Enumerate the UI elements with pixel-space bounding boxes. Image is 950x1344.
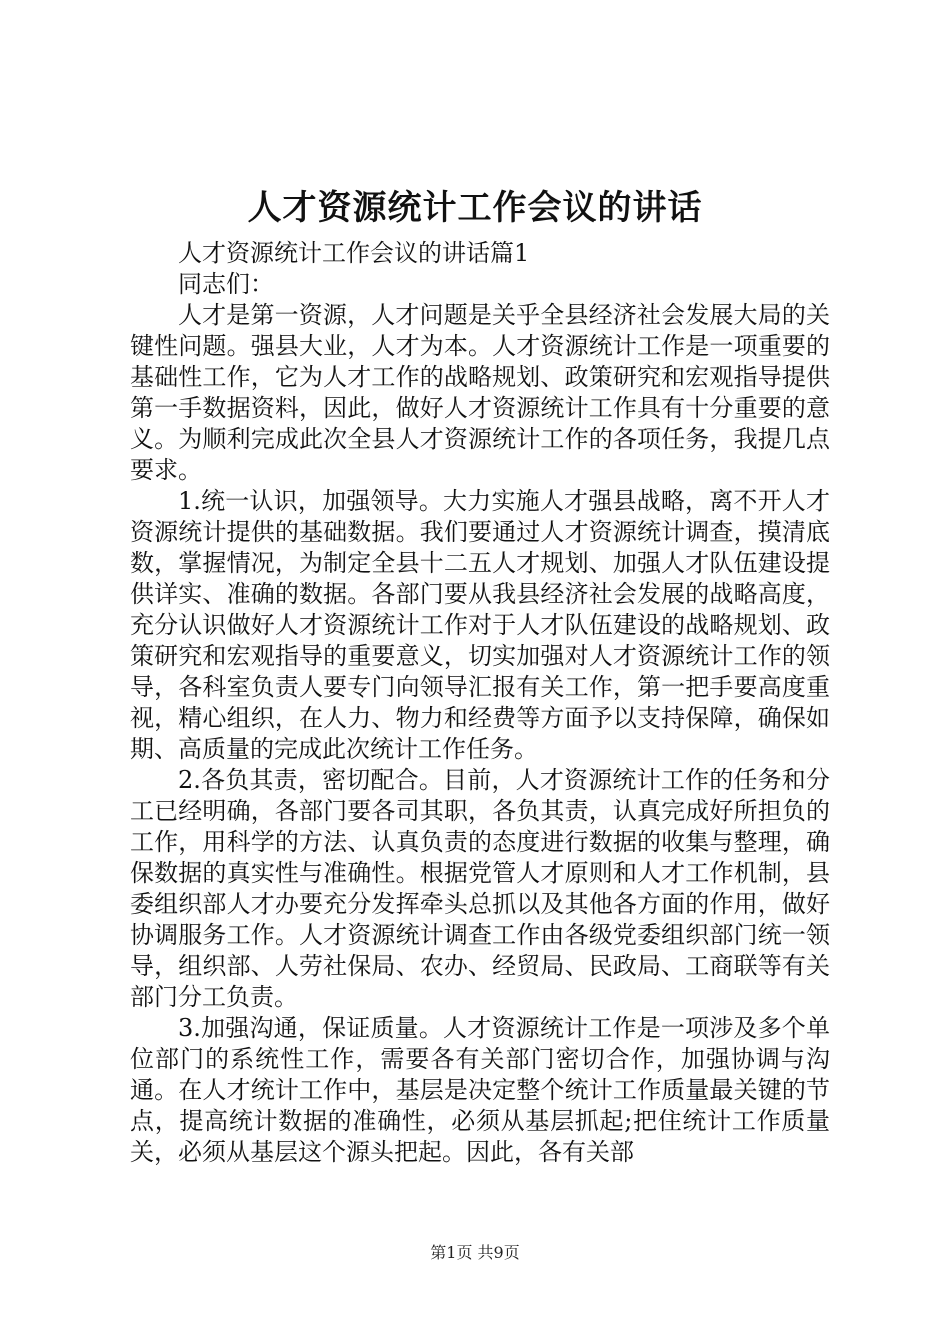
paragraph-heading: 人才资源统计工作会议的讲话篇1 <box>178 239 530 267</box>
document-body <box>130 238 830 1168</box>
paragraph-point-1: 1.统一认识，加强领导。大力实施人才强县战略，离不开人才资源统计提供的基础数据。我们要通过人才资源统计调查，摸清底数，掌握情况，为制定全县十二五人才规划、加强人才队伍建设提供详实、准确的数据。各部门要从我县经济社会发展的战略高度，充分认识做好人才资源统计工作对于人才队伍建设的战略规划、政策研究和宏观指导的重要意义，切实加强对人才资源统计工作的领导，各科室负责人要专门向领导汇报有关工作，第一把手要高度重视，精心组织，在人力、物力和经费等方面予以支持保障，确保如期、高质量的完成此次统计工作任务。 <box>130 487 830 763</box>
paragraph-point-2: 2.各负其责，密切配合。目前，人才资源统计工作的任务和分工已经明确，各部门要各司其职，各负其责，认真完成好所担负的工作，用科学的方法、认真负责的态度进行数据的收集与整理，确保数据的真实性与准确性。根据党管人才原则和人才工作机制，县委组织部人才办要充分发挥牵头总抓以及其他各方面的作用，做好协调服务工作。人才资源统计调查工作由各级党委组织部门统一领导，组织部、人劳社保局、农办、经贸局、民政局、工商联等有关部门分工负责。 <box>130 766 830 1011</box>
paragraph-salutation: 同志们： <box>178 270 274 298</box>
document-title: 人才资源统计工作会议的讲话 <box>247 188 703 228</box>
page-number-footer: 第1页 共9页 <box>430 1243 520 1262</box>
paragraph-intro: 人才是第一资源，人才问题是关乎全县经济社会发展大局的关键性问题。强县大业，人才为本。人才资源统计工作是一项重要的基础性工作，它为人才工作的战略规划、政策研究和宏观指导提供第一手数据资料，因此，做好人才资源统计工作具有十分重要的意义。为顺利完成此次全县人才资源统计工作的各项任务，我提几点要求。 <box>130 301 830 484</box>
paragraph-point-3: 3.加强沟通，保证质量。人才资源统计工作是一项涉及多个单位部门的系统性工作，需要各有关部门密切合作，加强协调与沟通。在人才统计工作中，基层是决定整个统计工作质量最关键的节点，提高统计数据的准确性，必须从基层抓起;把住统计工作质量关，必须从基层这个源头把起。因此，各有关部 <box>130 1014 830 1166</box>
